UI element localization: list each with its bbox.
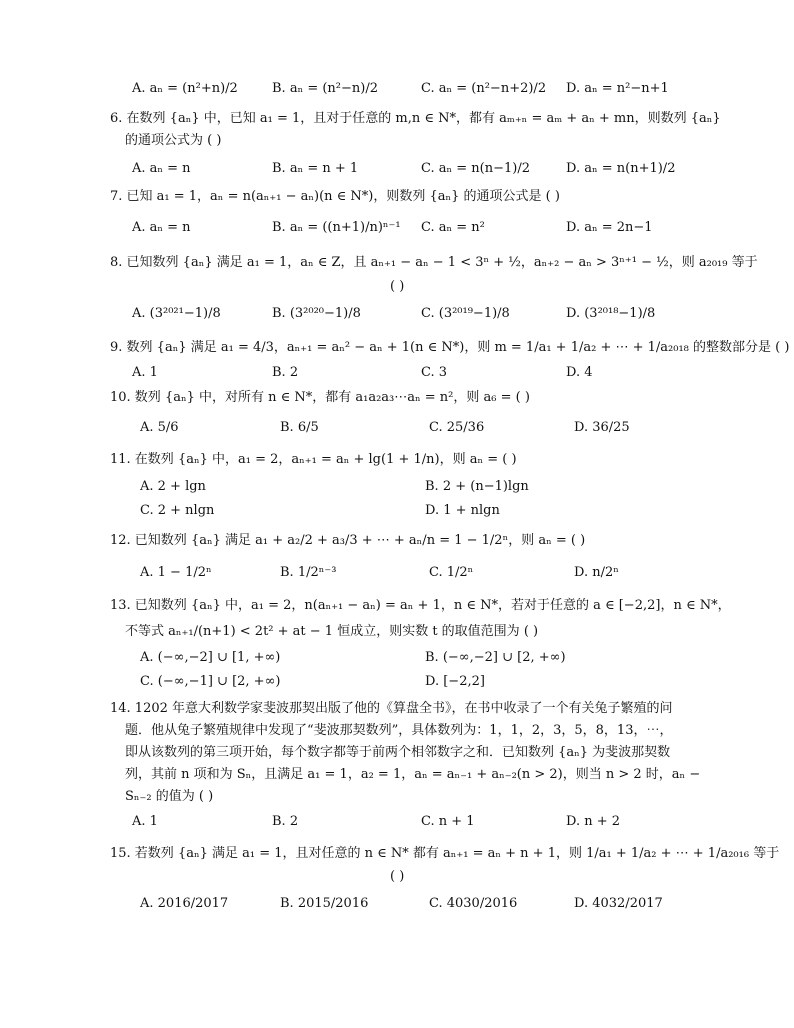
q5-option-c: C. aₙ = (n²−n+2)/2 [421, 81, 547, 96]
q15-stem-line1: 15. 若数列 {aₙ} 满足 a₁ = 1，且对任意的 n ∈ N* 都有 aₙ₊₁ = aₙ + n + 1，则 1/a₁ + 1/a₂ + ⋯ + 1/a₂₀₁₆ 等于 [110, 846, 780, 861]
q11-option-a: A. 2 + lgn [140, 479, 206, 494]
q14-stem-line2: 题．他从兔子繁殖规律中发现了“斐波那契数列”，具体数列为：1，1，2，3，5，8，13，⋯， [125, 723, 673, 738]
q8-option-c: C. (3²⁰¹⁹−1)/8 [421, 306, 510, 321]
q12-option-a: A. 1 − 1/2ⁿ [140, 565, 212, 580]
q15-option-d: D. 4032/2017 [574, 896, 663, 911]
q7-option-c: C. aₙ = n² [421, 220, 485, 235]
q8-stem-line1: 8. 已知数列 {aₙ} 满足 a₁ = 1，aₙ ∈ Z，且 aₙ₊₁ − aₙ − 1 < 3ⁿ + ½，aₙ₊₂ − aₙ > 3ⁿ⁺¹ − ½，则 a₂₀₁₉ 等于 [110, 255, 758, 270]
q6-option-d: D. aₙ = n(n+1)/2 [566, 161, 676, 176]
q13-options-row1 [140, 646, 720, 670]
q11-stem-line1: 11. 在数列 {aₙ} 中，a₁ = 2，aₙ₊₁ = aₙ + lg(1 + 1/n)，则 aₙ = ( ) [110, 452, 517, 467]
q13-option-b: B. (−∞,−2] ∪ [2, +∞) [425, 650, 566, 665]
q12-option-c: C. 1/2ⁿ [429, 565, 474, 580]
q15-option-a: A. 2016/2017 [140, 896, 229, 911]
q14-stem-line5: Sₙ₋₂ 的值为 ( ) [125, 789, 214, 804]
q15-options [140, 892, 720, 916]
q14-stem-line4: 列，其前 n 项和为 Sₙ，且满足 a₁ = 1，a₂ = 1，aₙ = aₙ₋₁ + aₙ₋₂(n > 2)，则当 n > 2 时，aₙ − [125, 767, 701, 782]
q8-option-b: B. (3²⁰²⁰−1)/8 [272, 306, 361, 321]
q10-option-b: B. 6/5 [280, 420, 319, 435]
q14-options [132, 810, 712, 834]
q8-stem-line2: ( ) [390, 279, 405, 294]
q15-option-b: B. 2015/2016 [280, 896, 369, 911]
q12-option-d: D. n/2ⁿ [574, 565, 619, 580]
q6-stem-line2: 的通项公式为 ( ) [125, 133, 222, 148]
q14-option-b: B. 2 [272, 814, 299, 829]
q10-option-d: D. 36/25 [574, 420, 630, 435]
q6-option-b: B. aₙ = n + 1 [272, 161, 359, 176]
q11-option-c: C. 2 + nlgn [140, 503, 215, 518]
q7-option-b: B. aₙ = ((n+1)/n)ⁿ⁻¹ [272, 220, 401, 235]
q11-option-d: D. 1 + nlgn [425, 503, 500, 518]
q14-option-a: A. 1 [132, 814, 158, 829]
q9-option-c: C. 3 [421, 365, 448, 380]
q6-option-c: C. aₙ = n(n−1)/2 [421, 161, 530, 176]
q13-option-c: C. (−∞,−1] ∪ [2, +∞) [140, 674, 281, 689]
q11-option-b: B. 2 + (n−1)lgn [425, 479, 529, 494]
q9-stem-line1: 9. 数列 {aₙ} 满足 a₁ = 4/3，aₙ₊₁ = aₙ² − aₙ + 1(n ∈ N*)，则 m = 1/a₁ + 1/a₂ + ⋯ + 1/a₂₀₁₈ 的整数部分是 ( ) [110, 340, 790, 355]
q6-option-a: A. aₙ = n [132, 161, 191, 176]
q9-option-b: B. 2 [272, 365, 299, 380]
q13-option-a: A. (−∞,−2] ∪ [1, +∞) [140, 650, 281, 665]
q13-stem-line1: 13. 已知数列 {aₙ} 中，a₁ = 2，n(aₙ₊₁ − aₙ) = aₙ + 1，n ∈ N*，若对于任意的 a ∈ [−2,2]，n ∈ N*， [110, 598, 731, 613]
q10-option-a: A. 5/6 [140, 420, 179, 435]
q10-stem-line1: 10. 数列 {aₙ} 中，对所有 n ∈ N*，都有 a₁a₂a₃⋯aₙ = n²，则 a₆ = ( ) [110, 390, 530, 405]
q13-option-d: D. [−2,2] [425, 674, 485, 689]
q12-options [140, 561, 720, 585]
q5-options [132, 77, 712, 101]
q5-option-d: D. aₙ = n²−n+1 [566, 81, 669, 96]
q14-stem-line3: 即从该数列的第三项开始，每个数字都等于前两个相邻数字之和．已知数列 {aₙ} 为斐波那契数 [125, 745, 671, 760]
q12-stem-line1: 12. 已知数列 {aₙ} 满足 a₁ + a₂/2 + a₃/3 + ⋯ + aₙ/n = 1 − 1/2ⁿ，则 aₙ = ( ) [110, 533, 586, 548]
q14-option-d: D. n + 2 [566, 814, 621, 829]
q14-stem-line1: 14. 1202 年意大利数学家斐波那契出版了他的《算盘全书》，在书中收录了一个有关兔子繁殖的问 [110, 701, 673, 716]
q6-options [132, 157, 712, 181]
q11-options-row2 [140, 499, 720, 523]
q5-option-a: A. aₙ = (n²+n)/2 [132, 81, 238, 96]
q9-option-a: A. 1 [132, 365, 158, 380]
q15-option-c: C. 4030/2016 [429, 896, 518, 911]
q9-options [132, 361, 712, 385]
q13-options-row2 [140, 670, 720, 694]
q10-option-c: C. 25/36 [429, 420, 485, 435]
q8-option-a: A. (3²⁰²¹−1)/8 [132, 306, 221, 321]
q5-option-b: B. aₙ = (n²−n)/2 [272, 81, 378, 96]
q9-option-d: D. 4 [566, 365, 593, 380]
q14-option-c: C. n + 1 [421, 814, 475, 829]
q11-options-row1 [140, 475, 720, 499]
q13-stem-line2: 不等式 aₙ₊₁/(n+1) < 2t² + at − 1 恒成立，则实数 t 的取值范围为 ( ) [125, 624, 539, 639]
q8-option-d: D. (3²⁰¹⁸−1)/8 [566, 306, 656, 321]
q10-options [140, 416, 720, 440]
q7-options [132, 216, 712, 240]
q8-options [132, 302, 712, 326]
q12-option-b: B. 1/2ⁿ⁻³ [280, 565, 337, 580]
q6-stem-line1: 6. 在数列 {aₙ} 中，已知 a₁ = 1，且对于任意的 m,n ∈ N*，都有 aₘ₊ₙ = aₘ + aₙ + mn，则数列 {aₙ} [110, 111, 721, 126]
q7-option-a: A. aₙ = n [132, 220, 191, 235]
q15-stem-line2: ( ) [390, 869, 405, 884]
q7-stem-line1: 7. 已知 a₁ = 1，aₙ = n(aₙ₊₁ − aₙ)(n ∈ N*)，则数列 {aₙ} 的通项公式是 ( ) [110, 189, 560, 204]
q7-option-d: D. aₙ = 2n−1 [566, 220, 653, 235]
